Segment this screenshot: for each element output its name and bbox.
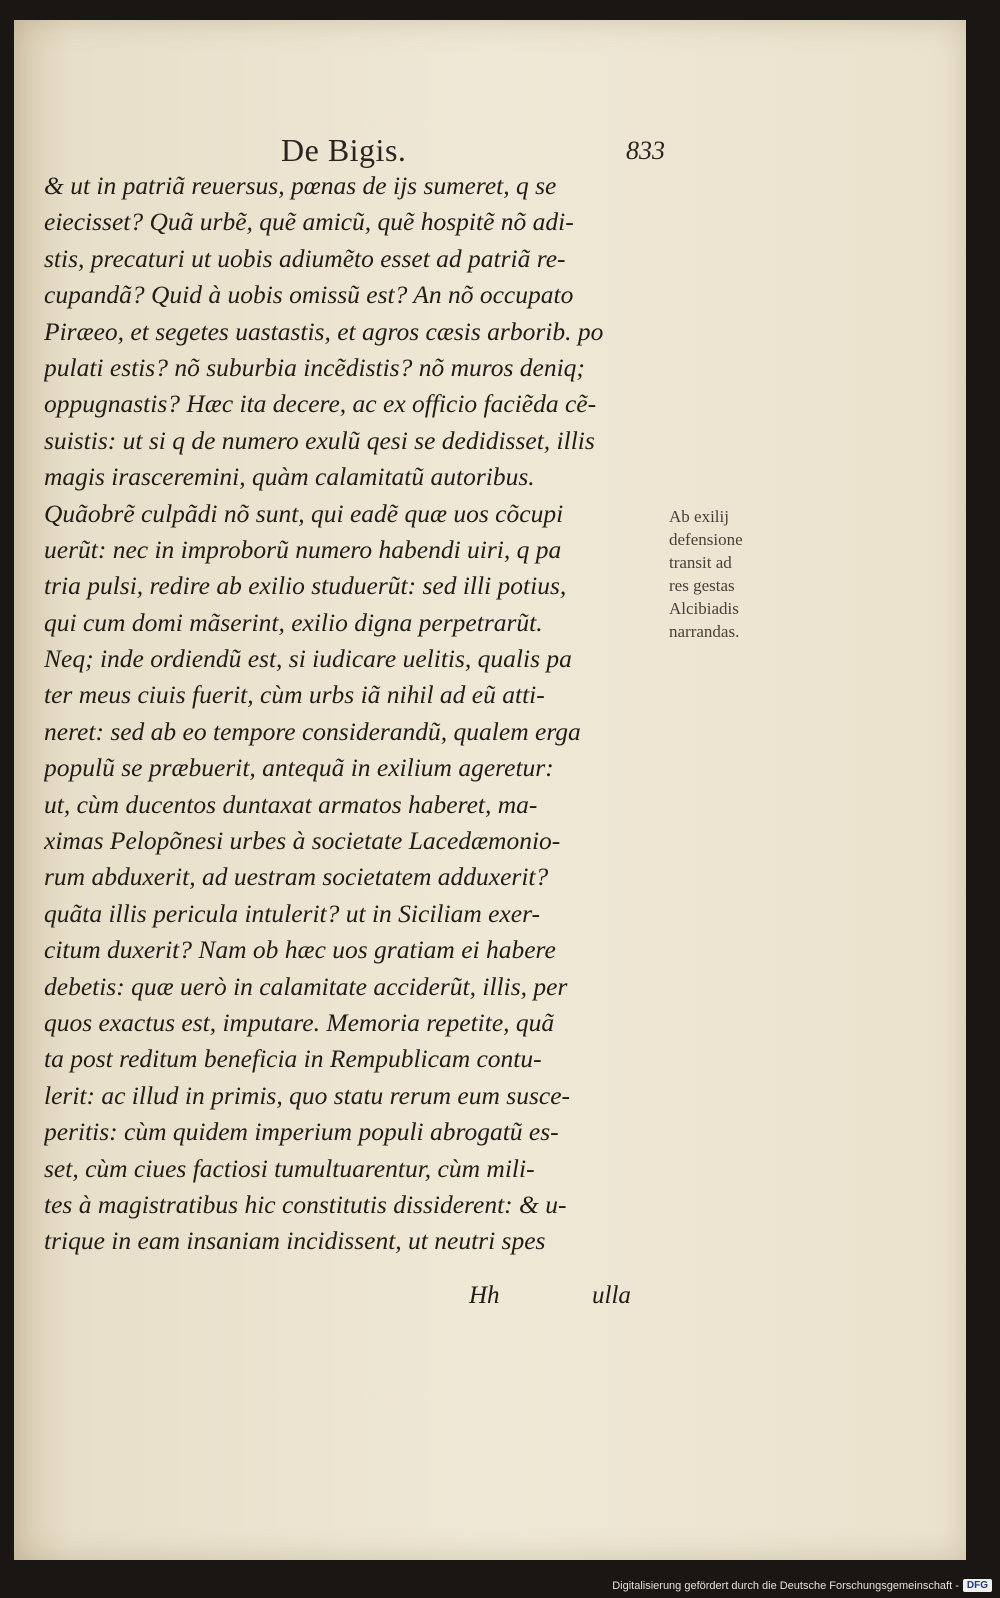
- text-line: quos exactus est, imputare. Memoria repetite, quã: [44, 1007, 555, 1037]
- margin-note: [669, 505, 809, 643]
- text-line: suistis: ut si q de numero exulũ qesi se dedidisset, illis: [44, 425, 595, 455]
- margin-note-line: defensione: [669, 530, 743, 549]
- text-line: Piræeo, et segetes uastastis, et agros cæsis arborib. po: [44, 316, 604, 346]
- text-line: quãta illis pericula intulerit? ut in Siciliam exer-: [44, 898, 540, 928]
- text-line: tes à magistratibus hic constitutis dissiderent: & u-: [44, 1189, 567, 1219]
- text-line: peritis: cùm quidem imperium populi abrogatũ es-: [44, 1117, 559, 1147]
- text-line: debetis: quæ uerò in calamitate acciderũt, illis, per: [44, 971, 568, 1001]
- text-line: ut, cùm ducentos duntaxat armatos haberet, ma-: [44, 789, 538, 819]
- page-number: 833: [626, 136, 665, 165]
- text-line: tria pulsi, redire ab exilio studuerũt: sed illi potius,: [44, 571, 567, 601]
- text-line: ta post reditum beneficia in Rempublicam contu-: [44, 1044, 542, 1074]
- footer-credit: [612, 1579, 992, 1592]
- text-line: rum abduxerit, ad uestram societatem adduxerit?: [44, 862, 549, 892]
- margin-note-line: Ab exilij: [669, 507, 729, 526]
- running-header: [14, 132, 966, 172]
- book-page: [14, 20, 966, 1560]
- catchword: ulla: [592, 1282, 631, 1309]
- text-line: stis, precaturi ut uobis adiumẽto esset ad patriã re-: [44, 243, 566, 273]
- text-line: populũ se præbuerit, antequã in exilium ageretur:: [44, 753, 554, 783]
- text-line: cupandã? Quid à uobis omissũ est? An nõ occupato: [44, 280, 574, 310]
- text-line: Neq; inde ordiendũ est, si iudicare uelitis, qualis pa: [44, 644, 572, 674]
- text-line: oppugnastis? Hæc ita decere, ac ex officio faciẽda cẽ-: [44, 389, 597, 419]
- margin-note-line: Alcibiadis: [669, 599, 739, 618]
- body-text: [44, 168, 684, 1260]
- text-line: & ut in patriã reuersus, pœnas de ijs sumeret, q se: [44, 171, 557, 200]
- margin-note-line: res gestas: [669, 576, 735, 595]
- text-line: uerũt: nec in improborũ numero habendi uiri, q pa: [44, 534, 562, 564]
- text-line: citum duxerit? Nam ob hæc uos gratiam ei habere: [44, 935, 556, 965]
- text-line: ter meus ciuis fuerit, cùm urbs iã nihil ad eũ atti-: [44, 680, 545, 710]
- text-line: ximas Pelopõnesi urbes à societate Lacedæmonio-: [44, 826, 561, 856]
- text-line: qui cum domi mãserint, exilio digna perpetrarũt.: [44, 607, 543, 637]
- catchline: [14, 1282, 966, 1322]
- text-line: trique in eam insaniam incidissent, ut neutri spes: [44, 1226, 546, 1256]
- text-line: Quãobrẽ culpãdi nõ sunt, qui eadẽ quæ uos cõcupi: [44, 498, 564, 528]
- text-line: pulati estis? nõ suburbia incẽdistis? nõ muros deniq;: [44, 352, 585, 382]
- text-line: magis irasceremini, quàm calamitatũ autoribus.: [44, 462, 535, 492]
- margin-note-line: transit ad: [669, 553, 732, 572]
- text-line: neret: sed ab eo tempore considerandũ, qualem erga: [44, 716, 581, 746]
- text-line: lerit: ac illud in primis, quo statu rerum eum susce-: [44, 1080, 571, 1110]
- text-line: eiecisset? Quã urbẽ, quẽ amicũ, quẽ hospitẽ nõ adi-: [44, 207, 574, 237]
- dfg-logo: DFG: [963, 1579, 992, 1592]
- margin-note-line: narrandas.: [669, 622, 740, 641]
- footer-text: Digitalisierung gefördert durch die Deutsche Forschungsgemeinschaft -: [612, 1579, 959, 1592]
- signature-mark: Hh: [469, 1282, 500, 1309]
- text-line: set, cùm ciues factiosi tumultuarentur, cùm mili-: [44, 1153, 535, 1183]
- running-title: De Bigis.: [281, 132, 407, 168]
